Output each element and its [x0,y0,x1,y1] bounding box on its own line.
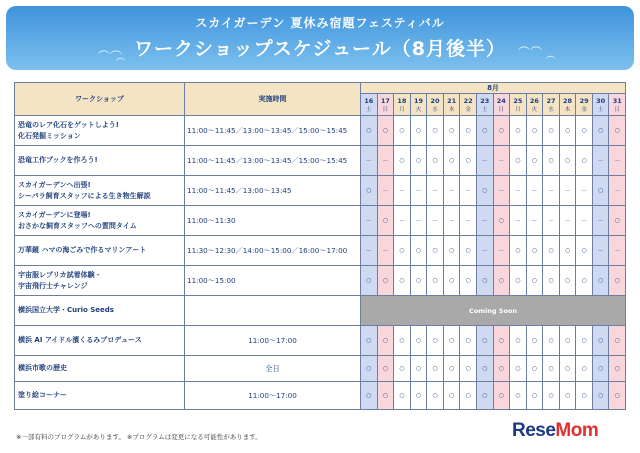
availability-mark: ○ [460,356,477,382]
time-cell: 11:00～15:00 [185,266,361,296]
availability-mark: ○ [361,266,378,296]
availability-mark: ○ [510,116,527,146]
table-row [15,356,626,382]
availability-mark: ○ [460,236,477,266]
day-of-week: 日 [382,106,389,113]
day-header [361,94,378,116]
table-row [15,146,626,176]
day-number: 25 [513,96,523,105]
availability-mark: ○ [609,116,626,146]
availability-mark: ○ [394,326,411,356]
availability-mark: ○ [361,326,378,356]
availability-mark: ○ [377,116,394,146]
availability-mark: ○ [443,236,460,266]
time-cell: 11:00～11:45／13:00～13:45／15:00～15:45 [185,146,361,176]
availability-mark: ○ [427,116,444,146]
table-row [15,206,626,236]
schedule-table [14,82,626,410]
day-header [394,94,411,116]
availability-mark: － [609,146,626,176]
availability-mark: ○ [394,236,411,266]
day-number: 29 [579,96,589,105]
availability-mark: ○ [576,382,593,410]
day-header [592,94,609,116]
availability-mark: ○ [460,382,477,410]
workshop-name-line1: スカイガーデンに登場! [18,210,91,219]
availability-mark: ○ [410,266,427,296]
availability-mark: － [559,176,576,206]
workshop-name [15,206,185,236]
workshop-name [15,356,185,382]
workshop-name-line2: 宇宙飛行士チャレンジ [18,281,88,290]
availability-mark: － [427,176,444,206]
day-of-week: 月 [515,106,521,113]
availability-mark: ○ [592,356,609,382]
workshop-name [15,296,185,326]
day-header [493,94,510,116]
availability-mark: ○ [377,326,394,356]
availability-mark: ○ [476,266,493,296]
day-of-week: 水 [432,106,438,113]
day-of-week: 火 [415,106,422,113]
resemom-logo [512,420,598,442]
availability-mark: ○ [427,266,444,296]
availability-mark: ○ [510,146,527,176]
availability-mark: － [361,146,378,176]
availability-mark: ○ [443,266,460,296]
availability-mark: ○ [410,356,427,382]
availability-mark: ○ [460,116,477,146]
availability-mark: － [543,176,560,206]
availability-mark: ○ [493,266,510,296]
availability-mark: － [493,176,510,206]
availability-mark: － [377,176,394,206]
availability-mark: ○ [427,356,444,382]
time-column-header: 実施時間 [185,83,361,116]
availability-mark: ○ [460,326,477,356]
bird-icon: ︵ [546,51,556,61]
coming-soon-banner: Coming Soon [361,296,626,326]
availability-mark: ○ [377,356,394,382]
workshop-name-line1: 横浜市歌の歴史 [18,364,67,372]
availability-mark: ○ [443,146,460,176]
logo-part2: Mom [555,420,599,441]
availability-mark: － [394,206,411,236]
availability-mark: ○ [543,356,560,382]
day-of-week: 月 [399,106,405,113]
availability-mark: ○ [394,116,411,146]
availability-mark: ○ [476,356,493,382]
availability-mark: － [443,206,460,236]
availability-mark: ○ [543,236,560,266]
availability-mark: ○ [559,266,576,296]
day-header [609,94,626,116]
workshop-name-line1: 横浜 AI アイドル濱くるみプロデュース [18,336,142,344]
availability-mark: ○ [361,116,378,146]
availability-mark: ○ [493,206,510,236]
availability-mark: ○ [410,116,427,146]
availability-mark: ○ [410,146,427,176]
day-header [460,94,477,116]
availability-mark: ○ [592,266,609,296]
time-cell: 11:00～11:30 [185,206,361,236]
bird-icon: ︵ [116,53,126,63]
availability-mark: － [493,236,510,266]
availability-mark: － [526,176,543,206]
availability-mark: － [510,206,527,236]
workshop-name-line2: シーパラ飼育スタッフによる生き物生解説 [18,191,151,200]
availability-mark: ○ [443,382,460,410]
workshop-name-line1: 宇宙服レプリカ試着体験・ [18,270,102,279]
workshop-name-line1: 横浜国立大学・Curio Seeds [18,306,114,314]
availability-mark: ○ [576,116,593,146]
availability-mark: ○ [592,176,609,206]
availability-mark: ○ [443,116,460,146]
table-row [15,176,626,206]
availability-mark: － [460,176,477,206]
day-header [427,94,444,116]
availability-mark: － [410,206,427,236]
availability-mark: ○ [576,146,593,176]
availability-mark: ○ [609,382,626,410]
workshop-name-line1: スカイガーデンへ出張! [18,180,91,189]
workshop-column-header: ワークショップ [15,83,185,116]
availability-mark: ○ [510,356,527,382]
table-row [15,296,626,326]
availability-mark: ○ [493,116,510,146]
availability-mark: ○ [377,266,394,296]
availability-mark: － [476,206,493,236]
workshop-name [15,326,185,356]
day-header [476,94,493,116]
availability-mark: － [410,176,427,206]
availability-mark: ○ [609,326,626,356]
availability-mark: ○ [510,382,527,410]
time-cell [185,296,361,326]
availability-mark: ○ [394,146,411,176]
footnote: ※一部有料のプログラムがあります。 ※プログラムは変更になる可能性があります。 [16,433,262,441]
availability-mark: ○ [377,206,394,236]
availability-mark: ○ [476,116,493,146]
day-header [576,94,593,116]
availability-mark: － [559,206,576,236]
day-header [410,94,427,116]
availability-mark: － [361,236,378,266]
availability-mark: ○ [410,382,427,410]
availability-mark: － [543,206,560,236]
table-row [15,326,626,356]
availability-mark: ○ [394,266,411,296]
availability-mark: ○ [576,266,593,296]
availability-mark: ○ [476,326,493,356]
availability-mark: － [609,176,626,206]
day-number: 26 [529,96,539,105]
availability-mark: － [493,146,510,176]
workshop-name-line1: 恐竜のレア化石をゲットしよう! [18,120,119,129]
availability-mark: ○ [543,116,560,146]
day-number: 30 [596,96,606,105]
bird-icon: ︵︵ [98,42,123,56]
availability-mark: ○ [427,382,444,410]
day-of-week: 火 [531,106,538,113]
time-cell: 11:00～11:45／13:00～13:45 [185,176,361,206]
availability-mark: － [510,176,527,206]
availability-mark: ○ [443,356,460,382]
workshop-name [15,382,185,410]
availability-mark: － [427,206,444,236]
day-header [526,94,543,116]
day-number: 27 [546,96,556,105]
day-number: 16 [364,96,374,105]
day-of-week: 土 [366,106,372,113]
availability-mark: － [526,206,543,236]
availability-mark: － [576,176,593,206]
availability-mark: ○ [476,382,493,410]
availability-mark: － [592,146,609,176]
workshop-name [15,266,185,296]
availability-mark: ○ [559,382,576,410]
availability-mark: － [592,206,609,236]
day-number: 22 [463,96,473,105]
page-subtitle: スカイガーデン 夏休み宿題フェスティバル [195,16,445,30]
availability-mark: － [609,236,626,266]
day-of-week: 木 [448,106,455,113]
workshop-name-line1: 塗り絵コーナー [18,391,67,399]
month-header: 8月 [361,83,626,94]
availability-mark: ○ [493,326,510,356]
time-cell: 全日 [185,356,361,382]
availability-mark: ○ [476,176,493,206]
availability-mark: ○ [526,116,543,146]
day-number: 28 [563,96,573,105]
availability-mark: ○ [361,382,378,410]
availability-mark: ○ [443,326,460,356]
availability-mark: ○ [410,326,427,356]
availability-mark: ○ [526,236,543,266]
availability-mark: ○ [394,356,411,382]
availability-mark: ○ [592,326,609,356]
availability-mark: ○ [559,116,576,146]
availability-mark: ○ [361,356,378,382]
workshop-name [15,146,185,176]
bird-icon: ︵︵ [518,38,543,52]
availability-mark: － [361,206,378,236]
availability-mark: ○ [543,382,560,410]
availability-mark: ○ [576,236,593,266]
day-number: 31 [612,96,622,105]
availability-mark: － [592,236,609,266]
availability-mark: ○ [460,146,477,176]
day-of-week: 木 [564,106,571,113]
day-number: 19 [413,96,423,105]
day-header [543,94,560,116]
day-number: 17 [380,96,390,105]
availability-mark: ○ [427,326,444,356]
availability-mark: ○ [592,382,609,410]
availability-mark: ○ [510,326,527,356]
availability-mark: － [394,176,411,206]
day-of-week: 土 [481,106,488,113]
day-of-week: 日 [498,106,505,113]
workshop-name-line1: 万華鏡 ハマの海ごみで作るマリンアート [18,246,147,254]
availability-mark: ○ [526,326,543,356]
day-of-week: 金 [581,106,587,113]
workshop-name [15,236,185,266]
table-row [15,116,626,146]
availability-mark: ○ [609,356,626,382]
day-of-week: 土 [597,106,604,113]
availability-mark: ○ [427,236,444,266]
availability-mark: ○ [510,236,527,266]
availability-mark: ○ [526,266,543,296]
availability-mark: － [377,236,394,266]
availability-mark: ○ [576,356,593,382]
availability-mark: ○ [543,266,560,296]
workshop-name-line2: おさかな飼育スタッフへの質問タイム [18,221,137,230]
logo-part1: Rese [512,420,556,441]
day-header [510,94,527,116]
availability-mark: ○ [410,236,427,266]
availability-mark: ○ [559,356,576,382]
time-cell: 11:30～12:30／14:00～15:00／16:00～17:00 [185,236,361,266]
day-header [377,94,394,116]
day-header [559,94,576,116]
workshop-name [15,176,185,206]
day-of-week: 水 [548,106,554,113]
table-row [15,382,626,410]
availability-mark: － [476,146,493,176]
availability-mark: － [476,236,493,266]
availability-mark: ○ [526,382,543,410]
availability-mark: ○ [526,146,543,176]
workshop-name-line1: 恐竜工作ブックを作ろう! [18,156,98,164]
availability-mark: ○ [394,382,411,410]
availability-mark: ○ [609,206,626,236]
availability-mark: ○ [576,326,593,356]
availability-mark: － [377,146,394,176]
availability-mark: ○ [361,176,378,206]
availability-mark: ○ [493,382,510,410]
day-of-week: 金 [465,106,471,113]
day-number: 20 [430,96,440,105]
availability-mark: ○ [559,326,576,356]
availability-mark: ○ [543,326,560,356]
time-cell: 11:00～17:00 [185,326,361,356]
availability-mark: ○ [460,266,477,296]
availability-mark: ○ [493,356,510,382]
availability-mark: － [460,206,477,236]
availability-mark: ○ [526,356,543,382]
availability-mark: ○ [543,146,560,176]
workshop-name-line2: 化石発掘ミッション [18,131,81,140]
time-cell: 11:00～11:45／13:00～13:45／15:00～15:45 [185,116,361,146]
availability-mark: － [443,176,460,206]
day-header [443,94,460,116]
table-row [15,236,626,266]
day-number: 24 [496,96,506,105]
day-number: 21 [447,96,457,105]
workshop-name [15,116,185,146]
table-row [15,266,626,296]
day-number: 18 [397,96,407,105]
availability-mark: ○ [592,116,609,146]
page-title: ワークショップスケジュール（8月後半） [134,38,506,60]
availability-mark: ○ [559,146,576,176]
day-of-week: 日 [614,106,620,113]
availability-mark: ○ [377,382,394,410]
header-banner [6,6,634,70]
time-cell: 11:00～17:00 [185,382,361,410]
day-number: 23 [480,96,490,105]
availability-mark: ○ [559,236,576,266]
availability-mark: ○ [609,266,626,296]
availability-mark: － [576,206,593,236]
availability-mark: ○ [427,146,444,176]
availability-mark: ○ [510,266,527,296]
